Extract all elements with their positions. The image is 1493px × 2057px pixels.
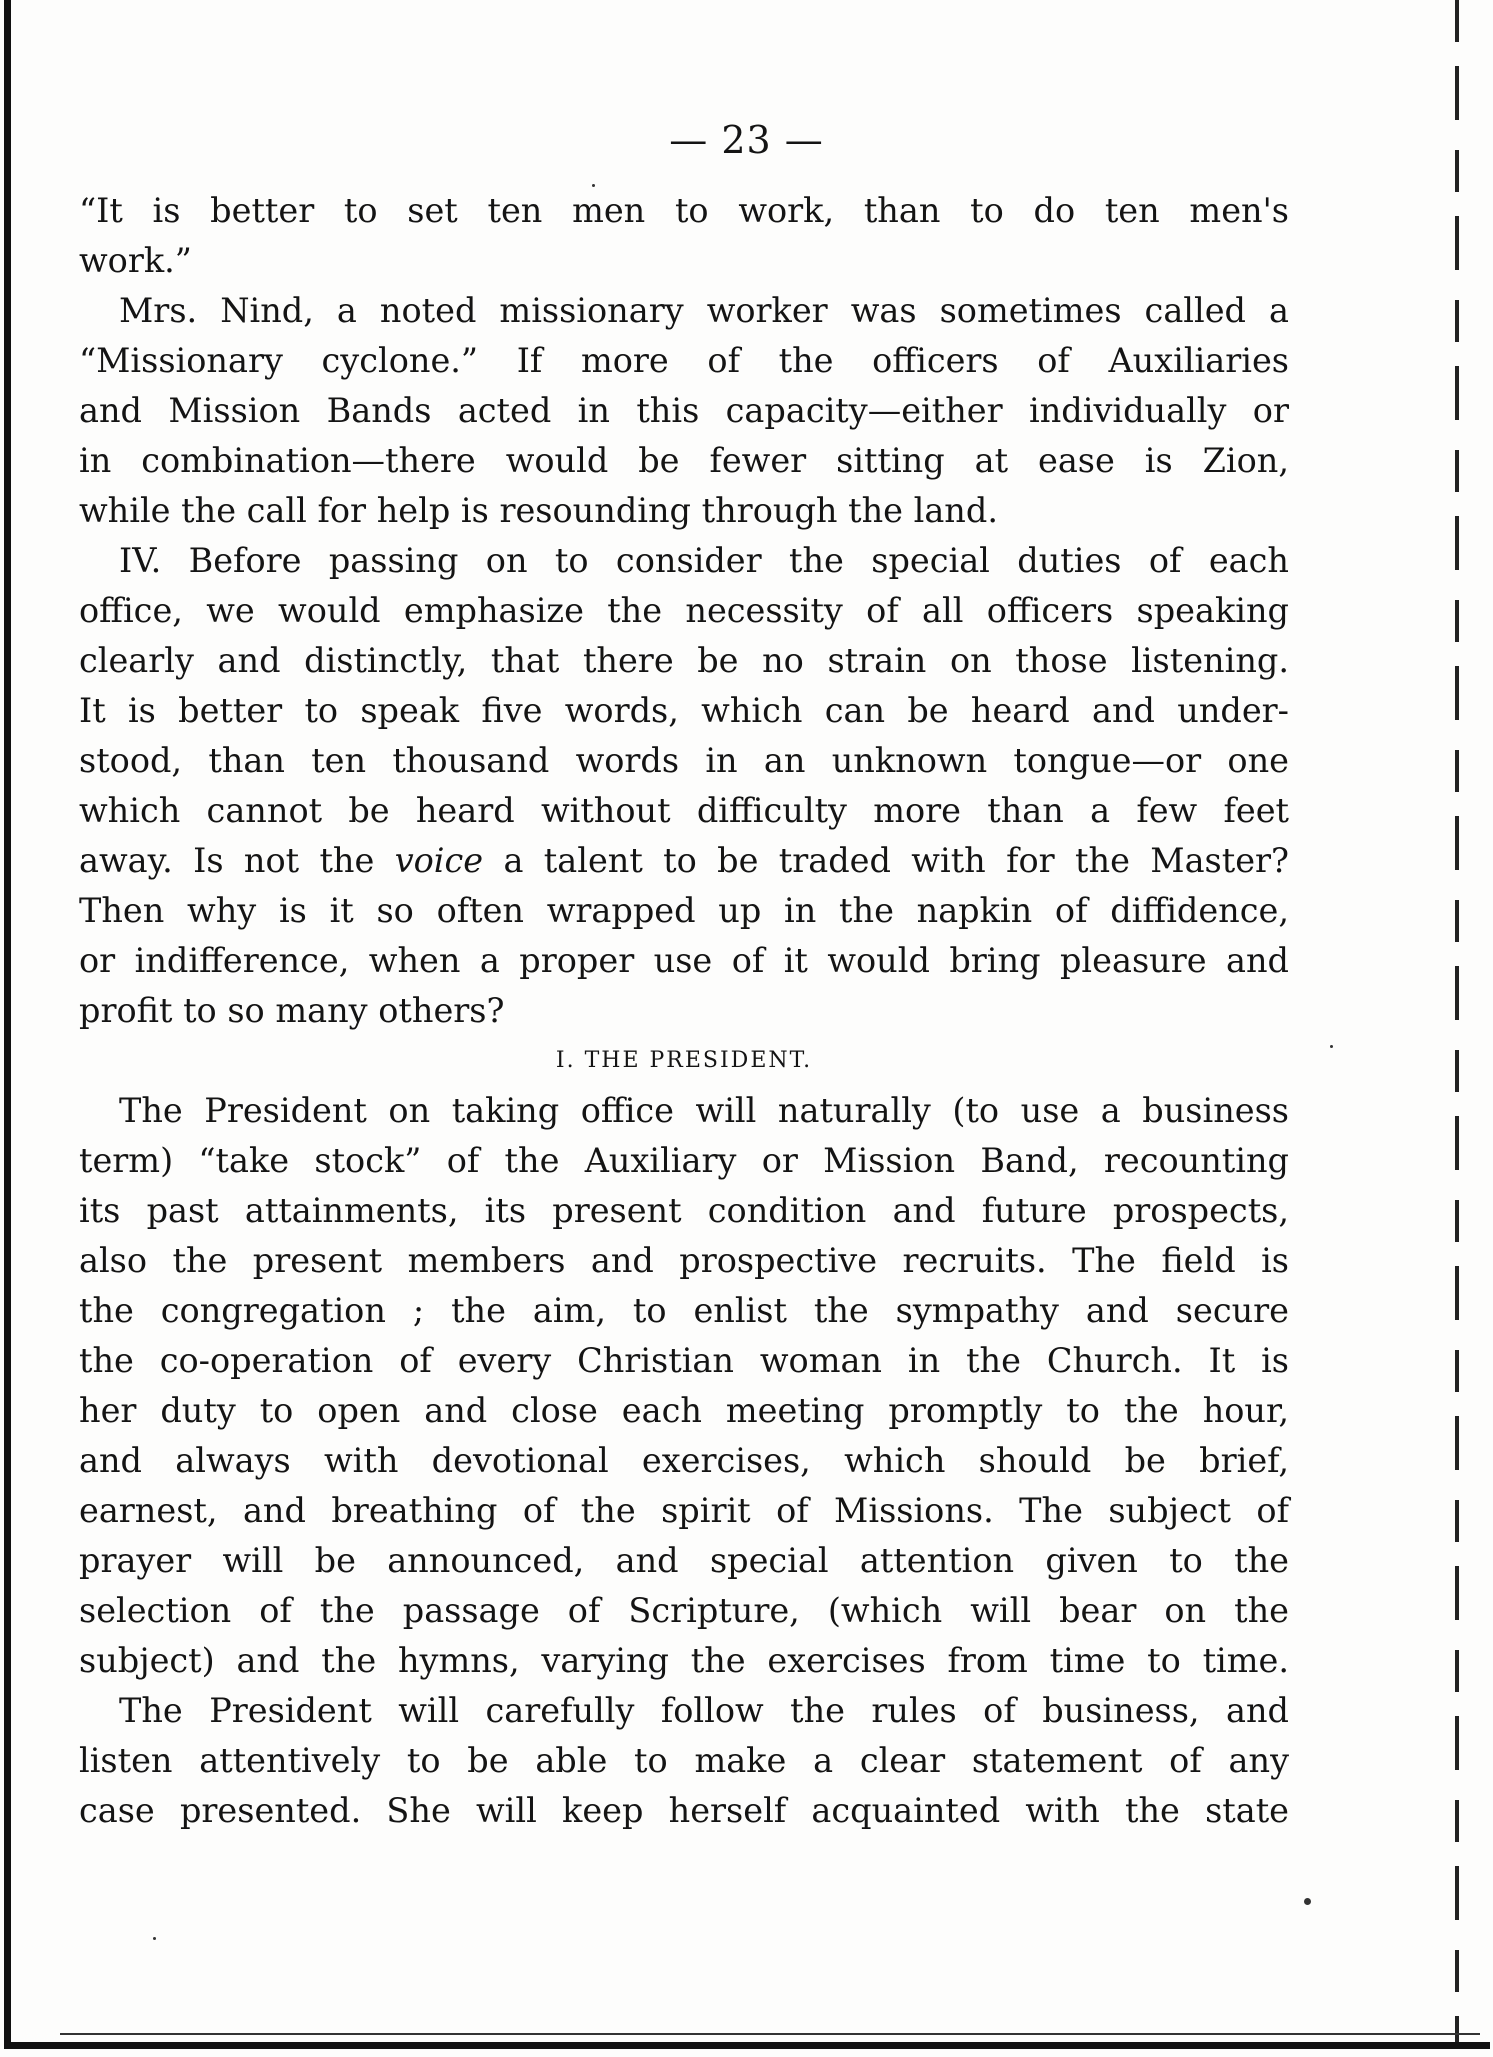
bottom-border-rule [4,2042,1490,2049]
text-line: The President will carefully follow the rules of business, and [119,1691,1289,1730]
text-line: Mrs. Nind, a noted missionary worker was sometimes called a [119,291,1289,330]
italic-word: voice [394,841,484,880]
right-border-rule [1455,0,1459,2046]
text-line: case presented. She will keep herself acquainted with the state [79,1791,1289,1830]
text-line: stood, than ten thousand words in an unknown tongue—or one [79,741,1289,780]
text-line: the congregation ; the aim, to enlist the sympathy and secure [79,1291,1289,1330]
text-line: office, we would emphasize the necessity of all officers speaking [79,591,1289,630]
paragraph-iv [79,536,1289,1036]
paragraph-president-2 [79,1686,1289,1836]
text-line-with-italic: away. Is not the voice a talent to be traded with for the Master? [79,841,1289,880]
scan-speck [153,1937,156,1940]
text-line: “It is better to set ten men to work, than to do ten men's [79,191,1289,230]
text-line: while the call for help is resounding through the land. [79,491,998,530]
left-border-rule [4,0,11,2048]
text-line: “Missionary cyclone.” If more of the officers of Auxiliaries [79,341,1289,380]
text-line: subject) and the hymns, varying the exercises from time to time. [79,1641,1289,1680]
text-line: or indifference, when a proper use of it would bring pleasure and [79,941,1289,980]
section-heading: I. THE PRESIDENT. [555,1048,813,1073]
scan-speck [1330,1045,1333,1048]
scan-speck [592,184,595,187]
paragraph-quote [79,186,1289,286]
text-line: in combination—there would be fewer sitting at ease is Zion, [79,441,1289,480]
text-line: prayer will be announced, and special attention given to the [79,1541,1289,1580]
text-line: her duty to open and close each meeting promptly to the hour, [79,1391,1289,1430]
text-line: the co-operation of every Christian woman in the Church. It is [79,1341,1289,1380]
text-line: and Mission Bands acted in this capacity—either individually or [79,391,1289,430]
text-line: listen attentively to be able to make a clear statement of any [79,1741,1289,1780]
bottom-inner-rule [60,2033,1480,2035]
text-line: also the present members and prospective recruits. The field is [79,1241,1289,1280]
text-line: clearly and distinctly, that there be no strain on those listening. [79,641,1289,680]
text-line: The President on taking office will naturally (to use a business [119,1091,1289,1130]
text-line: its past attainments, its present condition and future prospects, [79,1191,1289,1230]
paragraph-mrs-nind [79,286,1289,536]
text-line: It is better to speak five words, which can be heard and under- [79,691,1289,730]
text-line: IV. Before passing on to consider the special duties of each [119,541,1289,580]
text-line: profit to so many others? [79,991,505,1030]
page-number: — 23 — [669,118,824,162]
text-line: selection of the passage of Scripture, (which will bear on the [79,1591,1289,1630]
scan-speck [1304,1898,1311,1905]
paragraph-president-1 [79,1086,1289,1686]
text-line: which cannot be heard without difficulty more than a few feet [79,791,1289,830]
text-line: Then why is it so often wrapped up in the napkin of diffidence, [79,891,1289,930]
text-line: earnest, and breathing of the spirit of Missions. The subject of [79,1491,1289,1530]
body-text [79,186,1289,1836]
text-line: and always with devotional exercises, which should be brief, [79,1441,1289,1480]
text-line: term) “take stock” of the Auxiliary or Mission Band, recounting [79,1141,1289,1180]
text-line: work.” [79,241,192,280]
